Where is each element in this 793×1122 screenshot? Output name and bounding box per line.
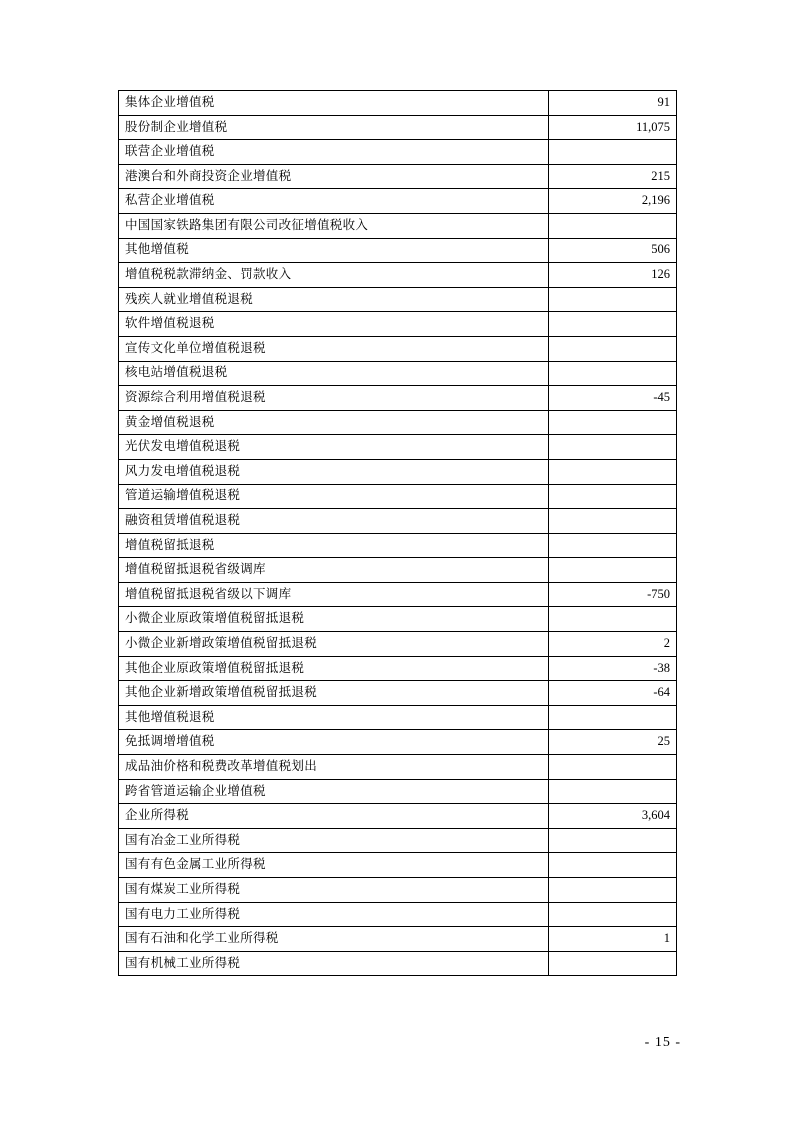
row-value: 91 bbox=[549, 91, 677, 116]
row-value: -38 bbox=[549, 656, 677, 681]
row-label: 中国国家铁路集团有限公司改征增值税收入 bbox=[119, 213, 549, 238]
row-value bbox=[549, 755, 677, 780]
row-label: 其他增值税 bbox=[119, 238, 549, 263]
row-value bbox=[549, 459, 677, 484]
budget-table-body bbox=[119, 91, 677, 976]
row-label: 核电站增值税退税 bbox=[119, 361, 549, 386]
table-row bbox=[119, 779, 677, 804]
row-value bbox=[549, 140, 677, 165]
row-label: 软件增值税退税 bbox=[119, 312, 549, 337]
row-label: 成品油价格和税费改革增值税划出 bbox=[119, 755, 549, 780]
row-value bbox=[549, 607, 677, 632]
row-value bbox=[549, 213, 677, 238]
row-label: 小微企业新增政策增值税留抵退税 bbox=[119, 632, 549, 657]
row-value bbox=[549, 509, 677, 534]
row-label: 企业所得税 bbox=[119, 804, 549, 829]
row-label: 私营企业增值税 bbox=[119, 189, 549, 214]
row-value bbox=[549, 336, 677, 361]
table-row bbox=[119, 755, 677, 780]
table-row bbox=[119, 951, 677, 976]
row-label: 增值税税款滞纳金、罚款收入 bbox=[119, 263, 549, 288]
table-row bbox=[119, 705, 677, 730]
table-row bbox=[119, 632, 677, 657]
table-row bbox=[119, 459, 677, 484]
table-row bbox=[119, 435, 677, 460]
table-row bbox=[119, 804, 677, 829]
table-row bbox=[119, 386, 677, 411]
row-value: -45 bbox=[549, 386, 677, 411]
table-row bbox=[119, 533, 677, 558]
row-value: 2,196 bbox=[549, 189, 677, 214]
table-row bbox=[119, 410, 677, 435]
budget-table-wrapper bbox=[118, 90, 676, 976]
table-row bbox=[119, 853, 677, 878]
row-value: -750 bbox=[549, 582, 677, 607]
table-row bbox=[119, 189, 677, 214]
row-label: 国有电力工业所得税 bbox=[119, 902, 549, 927]
table-row bbox=[119, 582, 677, 607]
row-label: 增值税留抵退税省级调库 bbox=[119, 558, 549, 583]
row-label: 残疾人就业增值税退税 bbox=[119, 287, 549, 312]
row-label: 增值税留抵退税 bbox=[119, 533, 549, 558]
table-row bbox=[119, 878, 677, 903]
row-label: 增值税留抵退税省级以下调库 bbox=[119, 582, 549, 607]
row-label: 股份制企业增值税 bbox=[119, 115, 549, 140]
table-row bbox=[119, 558, 677, 583]
row-value bbox=[549, 951, 677, 976]
table-row bbox=[119, 509, 677, 534]
table-row bbox=[119, 927, 677, 952]
row-value bbox=[549, 287, 677, 312]
row-value bbox=[549, 558, 677, 583]
table-row bbox=[119, 730, 677, 755]
row-value: 3,604 bbox=[549, 804, 677, 829]
row-value: 25 bbox=[549, 730, 677, 755]
table-row bbox=[119, 828, 677, 853]
row-label: 光伏发电增值税退税 bbox=[119, 435, 549, 460]
table-row bbox=[119, 484, 677, 509]
row-value bbox=[549, 484, 677, 509]
table-row bbox=[119, 681, 677, 706]
table-row bbox=[119, 336, 677, 361]
row-label: 国有机械工业所得税 bbox=[119, 951, 549, 976]
row-label: 宣传文化单位增值税退税 bbox=[119, 336, 549, 361]
table-row bbox=[119, 213, 677, 238]
row-value bbox=[549, 533, 677, 558]
row-value: 126 bbox=[549, 263, 677, 288]
budget-table bbox=[118, 90, 677, 976]
row-label: 风力发电增值税退税 bbox=[119, 459, 549, 484]
page-number: - 15 - bbox=[644, 1035, 681, 1050]
row-value bbox=[549, 410, 677, 435]
table-row bbox=[119, 238, 677, 263]
table-row bbox=[119, 91, 677, 116]
row-value: -64 bbox=[549, 681, 677, 706]
row-label: 国有煤炭工业所得税 bbox=[119, 878, 549, 903]
row-label: 跨省管道运输企业增值税 bbox=[119, 779, 549, 804]
table-row bbox=[119, 115, 677, 140]
table-row bbox=[119, 902, 677, 927]
row-label: 免抵调增增值税 bbox=[119, 730, 549, 755]
row-label: 国有有色金属工业所得税 bbox=[119, 853, 549, 878]
row-value bbox=[549, 312, 677, 337]
row-label: 其他企业新增政策增值税留抵退税 bbox=[119, 681, 549, 706]
row-label: 国有石油和化学工业所得税 bbox=[119, 927, 549, 952]
row-label: 其他增值税退税 bbox=[119, 705, 549, 730]
row-value bbox=[549, 361, 677, 386]
row-value: 2 bbox=[549, 632, 677, 657]
table-row bbox=[119, 263, 677, 288]
row-value bbox=[549, 878, 677, 903]
row-label: 管道运输增值税退税 bbox=[119, 484, 549, 509]
row-value bbox=[549, 828, 677, 853]
table-row bbox=[119, 656, 677, 681]
table-row bbox=[119, 140, 677, 165]
row-value: 11,075 bbox=[549, 115, 677, 140]
row-label: 黄金增值税退税 bbox=[119, 410, 549, 435]
row-value bbox=[549, 902, 677, 927]
row-value: 215 bbox=[549, 164, 677, 189]
table-row bbox=[119, 607, 677, 632]
table-row bbox=[119, 164, 677, 189]
row-label: 小微企业原政策增值税留抵退税 bbox=[119, 607, 549, 632]
row-value bbox=[549, 779, 677, 804]
table-row bbox=[119, 312, 677, 337]
row-value: 1 bbox=[549, 927, 677, 952]
table-row bbox=[119, 287, 677, 312]
row-label: 其他企业原政策增值税留抵退税 bbox=[119, 656, 549, 681]
row-value bbox=[549, 705, 677, 730]
table-row bbox=[119, 361, 677, 386]
row-label: 联营企业增值税 bbox=[119, 140, 549, 165]
row-label: 融资租赁增值税退税 bbox=[119, 509, 549, 534]
row-label: 国有冶金工业所得税 bbox=[119, 828, 549, 853]
row-value bbox=[549, 853, 677, 878]
row-label: 集体企业增值税 bbox=[119, 91, 549, 116]
row-value bbox=[549, 435, 677, 460]
row-label: 港澳台和外商投资企业增值税 bbox=[119, 164, 549, 189]
row-label: 资源综合利用增值税退税 bbox=[119, 386, 549, 411]
row-value: 506 bbox=[549, 238, 677, 263]
